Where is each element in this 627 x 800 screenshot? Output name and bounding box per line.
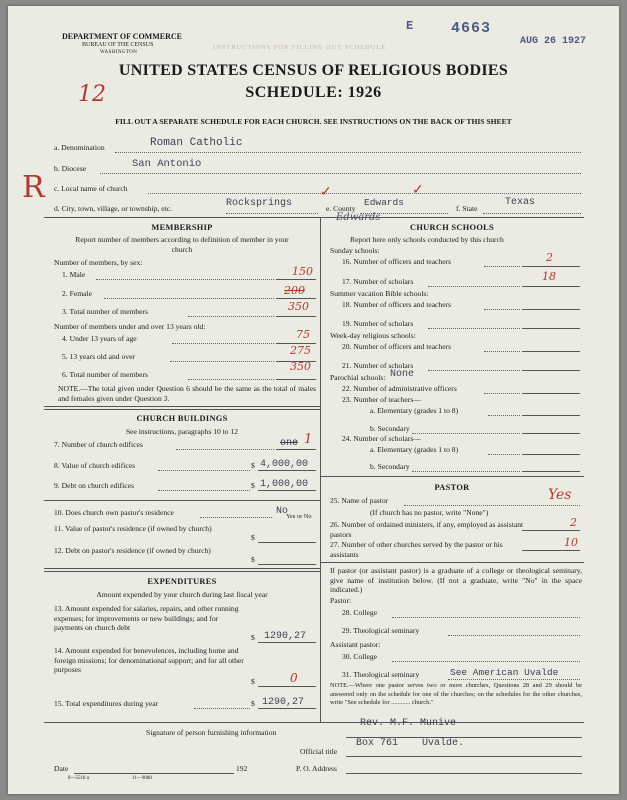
- benevolences-label: 14. Amount expended for benevolences, including home and foreign missions; for denominational support; and for all other purposes: [54, 646, 244, 675]
- yes-or-no-caption: Yes or No: [286, 513, 312, 520]
- admin-officers-leader: [484, 393, 520, 394]
- pastor-note: NOTE.—Where one pastor serves two or more churches, Questions 28 and 29 should be answered only on the schedule for one of the churches; on the schedules for the other churches, write "See schedule for ............ church.": [330, 682, 582, 707]
- residence-value-label: 11. Value of pastor's residence (if owned by church): [54, 524, 212, 533]
- assistant-college-line: [392, 661, 580, 662]
- scholars-elementary-label: a. Elementary (grades 1 to 8): [370, 445, 459, 454]
- assistant-seminary-label: 31. Theological seminary: [342, 670, 420, 679]
- summer-officers-leader: [484, 309, 520, 310]
- edifice-debt-answer-line: [258, 490, 316, 491]
- form-instruction: FILL OUT A SEPARATE SCHEDULE FOR EACH CHURCH. SEE INSTRUCTIONS ON THE BACK OF THIS SHEET: [115, 117, 512, 126]
- benevolences-dollar: $: [251, 677, 255, 686]
- residence-owned-leader: [200, 517, 272, 518]
- county-value: Edwards: [364, 197, 404, 208]
- edifice-value-dollar: $: [251, 461, 255, 470]
- city-label: WASHINGTON: [100, 50, 138, 55]
- edifice-value-leader: [158, 470, 250, 471]
- parochial-schools-value: None: [390, 369, 415, 380]
- pastor-college-label: 28. College: [342, 608, 378, 617]
- city-town-label: d. City, town, village, or township, etc.: [54, 204, 173, 213]
- buildings-divider-1: [44, 568, 320, 569]
- membership-intro: Report number of members according to definition of member in your church: [75, 235, 289, 254]
- assistant-ministers-label: 26. Number of ordained ministers, if any, employed as assistant pastors: [330, 520, 524, 539]
- census-schedule-page: [8, 6, 619, 794]
- edifice-value-answer-line: [258, 470, 316, 471]
- weekday-scholars-answer-line: [522, 370, 580, 371]
- weekday-officers-answer-line: [522, 351, 580, 352]
- bleed-through-text: INSTRUCTIONS FOR FILLING OUT SCHEDULE: [213, 44, 387, 51]
- weekday-officers-leader: [484, 351, 520, 352]
- total-members-age-value: 350: [290, 360, 311, 373]
- column-divider: [320, 217, 321, 722]
- edifice-value-label: 8. Value of church edifices: [54, 461, 136, 470]
- total-members-leader: [188, 316, 274, 317]
- received-date-stamp: AUG 26 1927: [520, 36, 587, 47]
- diocese-label: b. Diocese: [54, 164, 87, 173]
- date-line: [74, 773, 234, 774]
- pastor-seminary-label: 29. Theological seminary: [342, 626, 420, 635]
- department-label: DEPARTMENT OF COMMERCE: [62, 32, 183, 41]
- admin-officers-label: 22. Number of administrative officers: [342, 384, 457, 393]
- teachers-elementary-leader: [488, 415, 520, 416]
- running-expenses-dollar: $: [251, 633, 255, 642]
- edifices-answer-line: [276, 449, 316, 450]
- members-by-sex-label: Number of members, by sex:: [54, 258, 143, 267]
- total-members-age-answer-line: [276, 379, 316, 380]
- bureau-label: BUREAU OF THE CENSUS: [82, 42, 154, 48]
- assistant-ministers-answer-line: [522, 530, 580, 531]
- scholars-secondary-answer-line: [522, 471, 580, 472]
- stamp-letter: E: [406, 19, 414, 33]
- state-value: Texas: [505, 197, 536, 208]
- local-name-label: c. Local name of church: [54, 184, 128, 193]
- form-subtitle: SCHEDULE: 1926: [245, 84, 382, 101]
- assistant-seminary-line: [448, 679, 580, 680]
- teachers-elementary-answer-line: [522, 415, 580, 416]
- edifice-debt-leader: [158, 490, 250, 491]
- under-13-value: 75: [296, 328, 310, 341]
- scholars-elementary-leader: [488, 454, 520, 455]
- female-leader: [104, 298, 274, 299]
- summer-officers-label: 18. Number of officers and teachers: [342, 300, 452, 309]
- pastor-none-instruction: (If church has no pastor, write "None"): [370, 508, 489, 517]
- pastor-seminary-line: [448, 635, 580, 636]
- edifices-leader: [176, 449, 274, 450]
- membership-divider-1: [44, 406, 320, 407]
- sunday-officers-label: 16. Number of officers and teachers: [342, 257, 452, 266]
- form-code: 8—5518 a: [68, 776, 89, 781]
- po-address-label: P. O. Address: [296, 764, 337, 773]
- male-leader: [96, 279, 274, 280]
- total-expenditures-dollar: $: [251, 699, 255, 708]
- form-title: UNITED STATES CENSUS OF RELIGIOUS BODIES: [118, 62, 509, 79]
- other-churches-answer-line: [522, 550, 580, 551]
- membership-note: NOTE.—The total given under Question 6 should be the same as the total of males and females given under Question 3.: [58, 384, 316, 403]
- official-title-line: [346, 756, 582, 757]
- county-label: e. County: [326, 204, 356, 213]
- running-expenses-value: 1290,27: [264, 631, 307, 642]
- graduate-note: If pastor (or assistant pastor) is a graduate of a college or theological seminary, give name of institution below. (If not a graduate, write "No" in the space indicated.): [330, 566, 582, 595]
- buildings-heading: CHURCH BUILDINGS: [136, 414, 228, 423]
- assistant-pastor-subheading: Assistant pastor:: [330, 640, 381, 649]
- margin-mark-r: R: [22, 170, 45, 205]
- pastor-divider: [320, 562, 584, 563]
- buildings-instructions: See instructions, paragraphs 10 to 12: [125, 427, 239, 436]
- handwritten-number: 12: [78, 82, 106, 107]
- residence-debt-dollar: $: [251, 555, 255, 564]
- section-divider-bottom: [44, 722, 584, 723]
- edifice-debt-label: 9. Debt on church edifices: [54, 481, 134, 490]
- total-members-age-label: 6. Total number of members: [62, 370, 149, 379]
- edifices-typed-value: one: [280, 438, 299, 449]
- signature-value: Rev. M.F. Munive: [360, 718, 457, 729]
- summer-scholars-label: 19. Number of scholars: [342, 319, 414, 328]
- state-label: f. State: [456, 204, 478, 213]
- expenditures-heading: EXPENDITURES: [147, 577, 217, 586]
- weekday-scholars-label: 21. Number of scholars: [342, 361, 414, 370]
- check-mark-county: ✓: [412, 182, 424, 198]
- total-members-label: 3. Total number of members: [62, 307, 149, 316]
- residence-debt-label: 12. Debt on pastor's residence (if owned by church): [54, 546, 211, 555]
- sunday-scholars-value: 18: [542, 270, 556, 283]
- pastor-heading: PASTOR: [434, 483, 470, 492]
- admin-officers-answer-line: [522, 393, 580, 394]
- total-members-answer-line: [276, 316, 316, 317]
- teachers-secondary-label: b. Secondary: [370, 424, 410, 433]
- po-address-line: [346, 773, 582, 774]
- total-expenditures-label: 15. Total expenditures during year: [54, 699, 159, 708]
- edifices-hand-value: 1: [304, 432, 313, 447]
- teachers-secondary-answer-line: [522, 433, 580, 434]
- membership-heading: MEMBERSHIP: [151, 223, 213, 232]
- diocese-value: San Antonio: [132, 158, 202, 170]
- summer-scholars-answer-line: [522, 328, 580, 329]
- check-mark-city: ✓: [320, 184, 332, 200]
- pastor-name-label: 25. Name of pastor: [330, 496, 389, 505]
- parochial-schools-label: Parochial schools:: [330, 373, 386, 382]
- denomination-line: [115, 152, 581, 153]
- running-expenses-answer-line: [258, 642, 316, 643]
- total-expenditures-answer-line: [258, 708, 316, 709]
- edifice-debt-value: 1,000,00: [260, 479, 309, 490]
- residence-value-answer-line: [258, 542, 316, 543]
- teachers-secondary-leader: [412, 433, 520, 434]
- scholars-elementary-answer-line: [522, 454, 580, 455]
- official-title-value: Box 761 Uvalde.: [356, 738, 465, 749]
- over-13-label: 5. 13 years old and over: [62, 352, 135, 361]
- buildings-divider-2: [44, 571, 320, 572]
- assistant-college-label: 30. College: [342, 652, 378, 661]
- residence-owned-value: No: [276, 506, 289, 517]
- benevolences-answer-line: [258, 686, 316, 687]
- denomination-value: Roman Catholic: [150, 137, 243, 149]
- diocese-line: [100, 173, 581, 174]
- form-code-2: 11—9088: [132, 776, 152, 781]
- sunday-officers-answer-line: [522, 266, 580, 267]
- edwards-note: Edwards: [336, 212, 381, 223]
- under-13-label: 4. Under 13 years of age: [62, 334, 137, 343]
- female-value: 200: [284, 284, 305, 297]
- under-13-leader: [172, 343, 274, 344]
- assistant-ministers-value: 2: [570, 516, 577, 529]
- edifice-debt-dollar: $: [251, 481, 255, 490]
- total-members-age-leader: [188, 379, 274, 380]
- summer-officers-answer-line: [522, 309, 580, 310]
- stamp-number: 4663: [451, 20, 492, 37]
- total-expenditures-leader: [194, 708, 250, 709]
- denomination-label: a. Denomination: [54, 143, 105, 152]
- schools-divider: [320, 476, 584, 477]
- summer-schools-label: Summer vacation Bible schools:: [330, 289, 429, 298]
- residence-debt-answer-line: [258, 564, 316, 565]
- other-churches-value: 10: [564, 536, 578, 549]
- edifice-value: 4,000,00: [260, 459, 309, 470]
- sunday-schools-label: Sunday schools:: [330, 246, 380, 255]
- over-13-value: 275: [290, 344, 311, 357]
- female-answer-line: [276, 298, 316, 299]
- running-expenses-label: 13. Amount expended for salaries, repairs, and other running expenses; for improvements or new buildings; and for payments on church debt: [54, 604, 239, 633]
- date-label: Date: [54, 764, 69, 773]
- total-expenditures-value: 1290,27: [262, 697, 305, 708]
- benevolences-value: 0: [290, 671, 298, 685]
- over-13-leader: [170, 361, 274, 362]
- weekday-schools-label: Week-day religious schools:: [330, 331, 416, 340]
- state-line: [483, 213, 581, 214]
- summer-scholars-leader: [428, 328, 520, 329]
- weekday-scholars-leader: [428, 370, 520, 371]
- assistant-seminary-value: See American Uvalde: [450, 667, 559, 678]
- total-members-value: 350: [288, 300, 309, 313]
- city-town-line: [226, 213, 318, 214]
- residence-owned-label: 10. Does church own pastor's residence: [54, 508, 174, 517]
- sunday-officers-value: 2: [546, 251, 553, 264]
- teachers-label: 23. Number of teachers—: [342, 395, 421, 404]
- schools-intro: Report here only schools conducted by this church: [350, 235, 504, 244]
- pastor-subheading: Pastor:: [330, 596, 352, 605]
- other-churches-label: 27. Number of other churches served by the pastor or his assistants: [330, 540, 503, 559]
- residence-value-dollar: $: [251, 533, 255, 542]
- pastor-name-value: Yes: [548, 487, 572, 503]
- sunday-scholars-leader: [428, 286, 520, 287]
- sunday-scholars-answer-line: [522, 286, 580, 287]
- expenditures-intro: Amount expended by your church during last fiscal year: [96, 590, 268, 599]
- signature-label: Signature of person furnishing information: [146, 728, 277, 737]
- weekday-officers-label: 20. Number of officers and teachers: [342, 342, 452, 351]
- date-year: 192: [236, 764, 248, 773]
- male-answer-line: [276, 279, 316, 280]
- male-value: 150: [292, 265, 313, 278]
- scholars-secondary-leader: [412, 471, 520, 472]
- female-label: 2. Female: [62, 289, 92, 298]
- sunday-scholars-label: 17. Number of scholars: [342, 277, 414, 286]
- local-name-line: [148, 193, 581, 194]
- members-by-age-label: Number of members under and over 13 years old:: [54, 322, 206, 331]
- schools-heading: CHURCH SCHOOLS: [409, 223, 494, 232]
- pastor-college-line: [392, 617, 580, 618]
- city-town-value: Rocksprings: [226, 198, 293, 209]
- membership-divider-2: [44, 409, 320, 410]
- pastor-name-line: [404, 505, 580, 506]
- scholars-secondary-label: b. Secondary: [370, 462, 410, 471]
- male-label: 1. Male: [62, 270, 86, 279]
- section-divider-top: [44, 217, 584, 218]
- buildings-subdivider: [44, 500, 320, 501]
- scholars-label: 24. Number of scholars—: [342, 434, 421, 443]
- teachers-elementary-label: a. Elementary (grades 1 to 8): [370, 406, 459, 415]
- edifices-label: 7. Number of church edifices: [54, 440, 143, 449]
- sunday-officers-leader: [484, 266, 520, 267]
- official-title-label: Official title: [300, 747, 338, 756]
